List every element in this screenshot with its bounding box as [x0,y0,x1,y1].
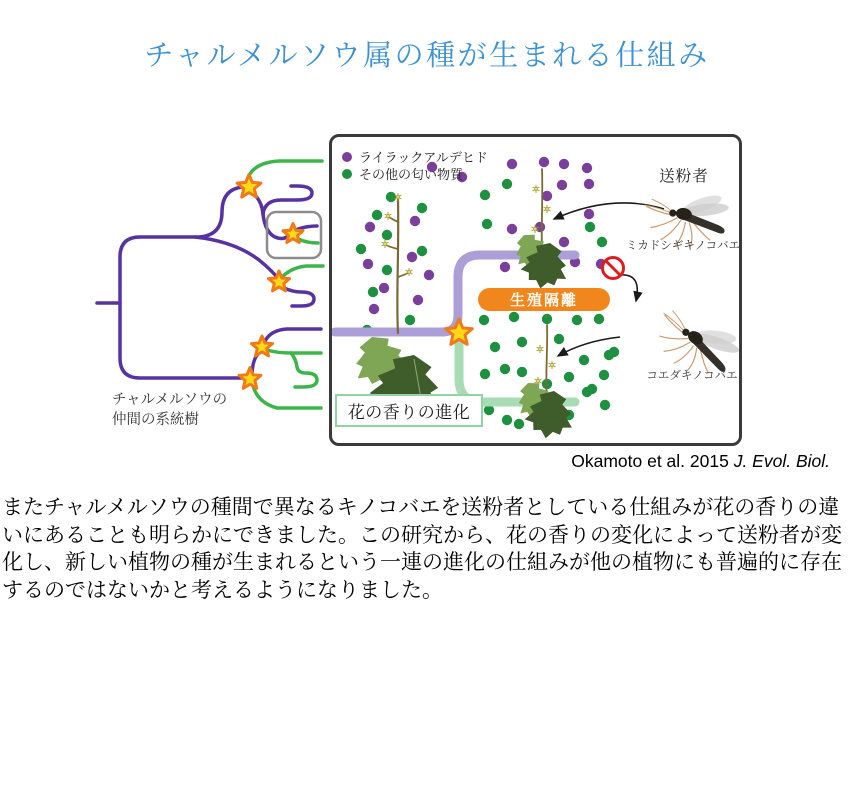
lilac-aldehyde-dot [365,222,375,232]
green-dot-icon [342,169,352,179]
body-paragraph: またチャルメルソウの種間で異なるキノコバエを送粉者としている仕組みが花の香りの違いにあることも明らかにできました。この研究から、花の香りの変化によって送粉者が変化し、新しい植物の種が生まれるという一連の進化の仕組みが他の植物にも普遍的に存在するのではないかと考えるようになりました。 [2,496,842,602]
lilac-aldehyde-dot [539,157,549,167]
page-title: チャルメルソウ属の種が生まれる仕組み [144,40,710,72]
other-scent-dot [517,367,527,377]
other-scent-dot [542,314,552,324]
lilac-aldehyde-dot [557,180,567,190]
other-scent-dot [514,419,524,429]
lilac-aldehyde-dot [407,252,417,262]
tree-caption-line1: チャルメルソウの [112,392,228,408]
lilac-aldehyde-dot [424,270,434,280]
speciation-star-icon [283,224,303,243]
lilac-aldehyde-dot [559,237,569,247]
lilac-aldehyde-dot [584,209,594,219]
lilac-aldehyde-dot [535,222,545,232]
tree-caption [112,390,227,430]
lilac-aldehyde-dot [559,159,569,169]
speciation-event-star [446,319,473,344]
lilac-aldehyde-dot [410,216,420,226]
speciation-star-icon [252,336,273,356]
other-scent-dot [599,370,609,380]
other-scent-dot [490,342,500,352]
other-scent-dot [480,190,490,200]
other-scent-dot [386,192,396,202]
other-scent-dot [572,315,582,325]
other-scent-dot [554,334,564,344]
other-scent-dot [585,222,595,232]
other-scent-dot [587,384,597,394]
lilac-aldehyde-dot [507,224,517,234]
other-scent-dot [502,415,512,425]
lilac-aldehyde-dot [507,159,517,169]
lilac-aldehyde-dot [582,163,592,173]
speciation-star-icon [446,319,473,344]
legend-label: その他の匂い物質 [359,167,464,182]
scent-legend [342,148,488,182]
reproductive-isolation-badge: 生殖隔離 [478,288,610,311]
other-scent-dot [482,219,492,229]
arrow-no-visit-to-bottom-gnat [620,275,637,301]
lilac-aldehyde-dot [369,304,379,314]
lilac-aldehyde-dot [379,283,389,293]
other-scent-dot [417,246,427,256]
speciation-star-icon [239,368,261,389]
insect-bottom-name: コエダキノコバエ [646,370,738,382]
tree-caption-line2: 仲間の系統樹 [112,412,199,428]
other-scent-dot [405,315,415,325]
other-scent-dot [372,210,382,220]
pollinator-heading: 送粉者 [659,168,709,185]
legend-item-other-scents [342,165,488,182]
lilac-aldehyde-dot [363,259,373,269]
lilac-aldehyde-dot [413,295,423,305]
lilac-aldehyde-dot [584,179,594,189]
other-scent-dot [564,372,574,382]
legend-item-lilac-aldehyde [342,148,488,165]
other-scent-dot [579,355,589,365]
other-scent-dot [368,287,378,297]
scent-evolution-figure [329,134,742,446]
phylogenetic-tree [95,140,330,430]
other-scent-dot [356,244,366,254]
lilac-aldehyde-dot [500,262,510,272]
other-scent-dot [500,364,510,374]
speciation-star-icon [237,175,261,198]
citation-authors: Okamoto et al. 2015 [571,451,734,471]
purple-dot-icon [342,152,352,162]
other-scent-dot [417,203,427,213]
citation [571,451,830,472]
other-scent-dot [509,312,519,322]
other-scent-dot [502,179,512,189]
lilac-aldehyde-dot [542,191,552,201]
other-scent-dot [594,314,604,324]
other-scent-dot [480,369,490,379]
plant-ancestral [346,193,448,428]
other-scent-dot [382,265,392,275]
insect-top-name: ミカドシギキノコバエ [625,240,741,252]
prohibition-icon [603,258,624,279]
other-scent-dot [609,347,619,357]
legend-label: ライラックアルデヒド [359,150,488,165]
other-scent-dot [382,230,392,240]
floral-scent-evolution-label: 花の香りの進化 [335,394,483,427]
other-scent-dot [517,337,527,347]
other-scent-dot [597,237,607,247]
other-scent-dot [479,315,489,325]
citation-journal: J. Evol. Biol. [733,451,830,471]
other-scent-dot [600,400,610,410]
